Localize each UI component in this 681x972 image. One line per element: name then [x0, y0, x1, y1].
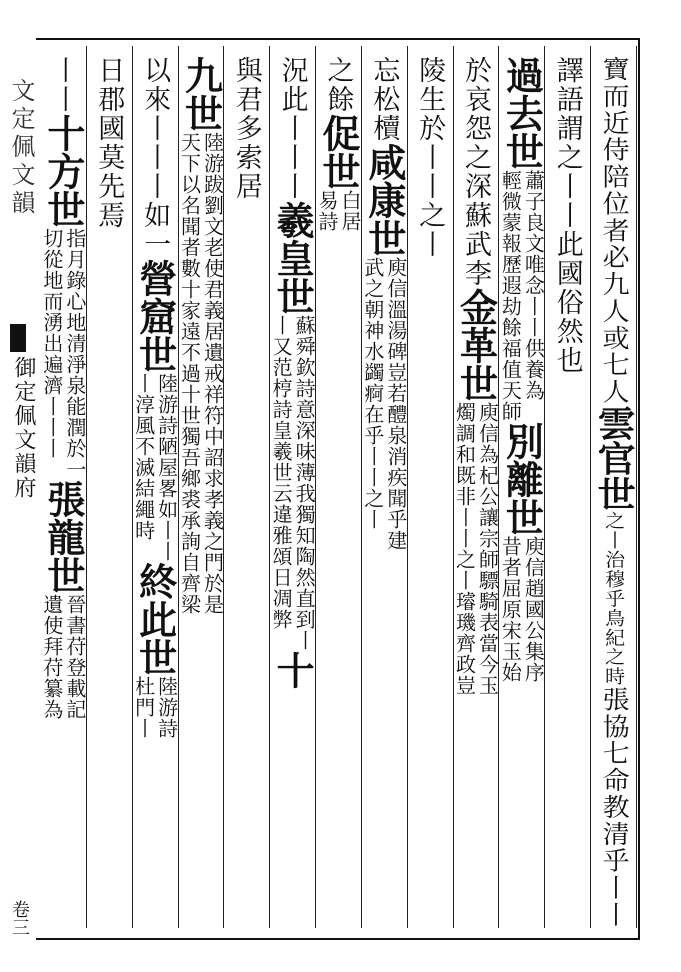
annotation-right-line: 蘇舜欽詩意深味薄我獨知陶然直到丨 — [292, 315, 317, 651]
headword: 過去世 — [499, 56, 545, 170]
text-column — [133, 56, 177, 739]
headword: 咸康世 — [361, 143, 407, 257]
annotation-double-line — [454, 402, 498, 696]
annotation-left-line: 燭調和既非丨丨之丨璿璣齊政豈 — [452, 402, 477, 696]
annotation-left-line: 天下以名聞者數十家遠不過十世獨吾鄉裘承詢自齊梁 — [177, 132, 202, 615]
annotation-right-line: 陸游跋劉文老使君義居遺戒祥符中詔求孝義之門於是 — [200, 132, 225, 615]
main-text: 以來丨丨丨如一 — [139, 56, 171, 259]
column-rule — [590, 46, 591, 928]
margin-page-number: 卷三 — [9, 900, 30, 936]
text-column — [41, 56, 85, 720]
column-rule — [132, 46, 133, 928]
main-text: 譯語謂之丨丨此國俗然也 — [551, 56, 583, 375]
annotation-left-line: 切從地而湧出遍濟丨丨丨 — [39, 228, 64, 459]
column-rule — [86, 46, 87, 928]
annotation-right-line: 晉書苻登載記 — [62, 594, 87, 720]
annotation-left-line: 易詩 — [315, 190, 339, 232]
headword: 雲官世 — [591, 405, 637, 512]
headword: 金革世 — [453, 288, 499, 402]
annotation-left-line: 輕微蒙報歷遐劫餘福值天師 — [498, 170, 523, 422]
annotation-double-line — [41, 594, 85, 720]
column-rule — [269, 46, 270, 928]
annotation-right-line: 陸游詩 — [154, 676, 179, 739]
text-column — [498, 56, 546, 683]
column-rule — [453, 46, 454, 928]
text-column — [177, 56, 225, 615]
main-text: 張協七命教清乎丨丨 — [597, 686, 629, 929]
headword: 張龍世 — [40, 480, 86, 594]
annotation-right-line: 庾信溫湯碑豈若醴泉消疾聞乎建 — [383, 257, 408, 551]
annotation-line: 之丨治穆乎鳥紀之時 — [601, 511, 626, 687]
main-text: 日郡國莫先焉 — [93, 56, 125, 230]
main-text: 與君多索居 — [230, 56, 262, 201]
text-column — [269, 56, 317, 689]
annotation-left-line: 丨淳風不滅結繩時 — [131, 373, 156, 541]
main-text: 忘松櫝 — [368, 56, 400, 143]
column-rule — [636, 46, 637, 928]
annotation-right-line: 庾信趙國公集序 — [521, 536, 546, 683]
headword: 九世 — [178, 56, 224, 132]
annotation-right-line: 蕭子良文唯念丨丨供養為 — [521, 170, 546, 401]
annotation-double-line — [41, 228, 85, 480]
main-text: 丨丨 — [47, 56, 79, 114]
margin-fish-tail-mark — [10, 324, 26, 352]
main-text: 於哀怨之深蘇武李 — [460, 56, 492, 288]
headword: 營窟世 — [132, 259, 178, 373]
annotation-left-line: 武之朝神水蠲痾在乎丨丨之丨 — [360, 257, 385, 530]
text-column — [408, 56, 452, 259]
annotation-double-line — [133, 373, 177, 562]
headword: 別離世 — [499, 422, 545, 536]
text-column — [454, 56, 498, 696]
main-text: 況此丨丨丨 — [276, 56, 308, 201]
annotation-double-line — [269, 315, 317, 651]
text-column — [87, 56, 131, 230]
column-rule — [361, 46, 362, 928]
annotation-left-line: 昔者屈原宋玉始 — [498, 536, 523, 683]
text-column — [362, 56, 406, 551]
text-column — [545, 56, 589, 375]
text-column — [224, 56, 268, 201]
annotation-left-line: 丨又范梈詩皇羲世云違雅頌日凋弊 — [269, 315, 294, 630]
text-column — [316, 56, 360, 232]
margin-book-title: 御定佩文韻府 — [11, 356, 36, 500]
annotation-double-line — [133, 676, 177, 739]
headword: 終此世 — [132, 562, 178, 676]
annotation-double-line — [498, 170, 546, 422]
annotation-right-line: 白居 — [338, 190, 362, 232]
headword: 十 — [270, 651, 316, 689]
annotation-double-line — [177, 132, 225, 615]
main-text: 陵生於丨丨之丨 — [414, 56, 446, 259]
text-column — [591, 56, 635, 928]
page-margin — [0, 38, 36, 936]
annotation-right-line: 陸游詩陋屋畧如丨丨 — [154, 373, 179, 562]
headword: 羲皇世 — [270, 201, 316, 315]
annotation-left-line: 遺使拜苻纂為 — [39, 594, 64, 720]
annotation-double-line — [498, 536, 546, 683]
annotation-right-line: 指月錄心地清淨泉能潤於一 — [62, 228, 87, 480]
annotation-right-line: 庾信為杞公讓宗師驃騎表當今玉 — [475, 402, 500, 696]
main-text: 之餘 — [322, 56, 354, 114]
annotation-left-line: 杜門丨 — [131, 676, 156, 739]
annotation-double-line — [362, 257, 406, 551]
annotation-double-line — [316, 190, 360, 232]
margin-edge-text: 文定佩文韻 — [7, 78, 35, 218]
headword: 促世 — [316, 114, 361, 190]
main-text: 寶而近侍陪位者必九人或七人 — [597, 56, 629, 406]
headword: 十方世 — [40, 114, 86, 228]
